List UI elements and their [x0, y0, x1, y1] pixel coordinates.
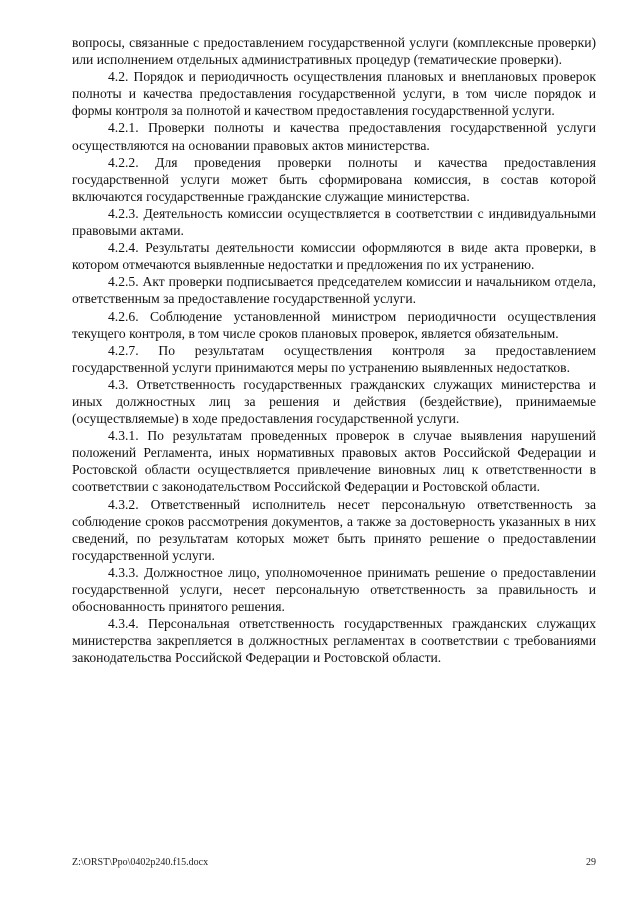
paragraph-4-2-4: 4.2.4. Результаты деятельности комиссии оформляются в виде акта проверки, в котором отмечаются выявленные недостатки и предложения по их устранению. — [72, 240, 596, 273]
paragraph-4-2-2: 4.2.2. Для проведения проверки полноты и качества предоставления государственной услуги может быть сформирована комиссия, в состав которой включаются государственные гражданские служащие министерства. — [72, 154, 596, 204]
paragraph-4-3: 4.3. Ответственность государственных гражданских служащих министерства и иных должностных лиц за решения и действия (бездействие), принимаемые (осуществляемые) в ходе предоставления государственной услуги. — [72, 376, 596, 427]
paragraph-4-2-3: 4.2.3. Деятельность комиссии осуществляется в соответствии с индивидуальными правовыми актами. — [72, 205, 596, 239]
footer-file-path: Z:\ORST\Ppo\0402p240.f15.docx — [72, 857, 209, 868]
paragraph-4-3-3: 4.3.3. Должностное лицо, уполномоченное принимать решение о предоставлении государственной услуги, несет персональную ответственность за правильность и обоснованность принятого решения. — [72, 564, 596, 615]
paragraph-continuation: вопросы, связанные с предоставлением государственной услуги (комплексные проверки) или исполнением отдельных административных процедур (тематические проверки). — [72, 35, 596, 68]
page-number: 29 — [586, 857, 596, 868]
paragraph-4-2-1: 4.2.1. Проверки полноты и качества предоставления государственной услуги осуществляются на основании правовых актов министерства. — [72, 120, 596, 153]
paragraph-4-2-7: 4.2.7. По результатам осуществления контроля за предоставлением государственной услуги принимаются меры по устранению выявленных недостатков. — [72, 342, 596, 375]
paragraph-4-2-5: 4.2.5. Акт проверки подписывается председателем комиссии и начальником отдела, ответственным за предоставление государственной услуги. — [72, 274, 596, 307]
paragraph-4-2-6: 4.2.6. Соблюдение установленной министром периодичности осуществления текущего контроля, в том числе сроков плановых проверок, является обязательным. — [72, 308, 596, 341]
paragraph-4-3-1: 4.3.1. По результатам проведенных проверок в случае выявления нарушений положений Регламента, иных нормативных правовых актов Российской Федерации и Ростовской области осуществляется привлечение виновных лиц к ответственности в соответствии с законодательством Российской Федерации и Ростовской области. — [72, 428, 596, 495]
paragraph-4-3-4: 4.3.4. Персональная ответственность государственных гражданских служащих министерства закрепляется в должностных регламентах в соответствии с требованиями законодательства Российской Федерации и Ростовской области. — [72, 616, 596, 666]
paragraph-4-2: 4.2. Порядок и периодичность осуществления плановых и внеплановых проверок полноты и качества предоставления государственной услуги, в том числе порядок и формы контроля за полнотой и качеством предоставления государственной услуги. — [72, 69, 596, 119]
paragraph-4-3-2: 4.3.2. Ответственный исполнитель несет персональную ответственность за соблюдение сроков рассмотрения документов, а также за достоверность указанных в них сведений, по результатам которых может быть принято решение о предоставлении государственной услуги. — [72, 496, 596, 563]
document-body — [72, 34, 596, 666]
